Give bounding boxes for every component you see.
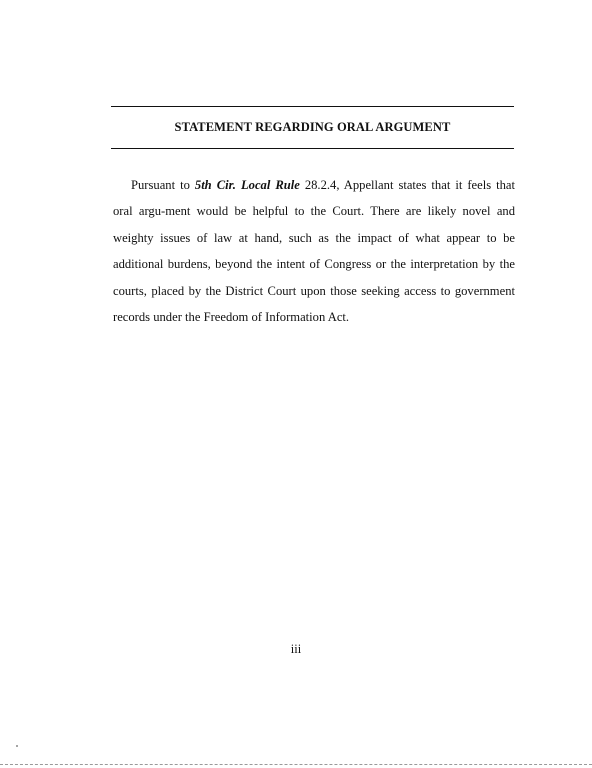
paragraph-body: 28.2.4, Appellant states that it feels that oral argu-ment would be helpful to the Court. There are likely novel and weighty issues of law at hand, such as the impact of what appear to be additional burdens, beyond the intent of Congress or the interpretation by the courts, placed by the District Court upon those seeking access to government records under the Freedom of Information Act. xyxy=(113,178,515,325)
paragraph-lead: Pursuant to xyxy=(131,178,195,192)
body-paragraph xyxy=(113,172,515,330)
heading-top-rule xyxy=(111,106,514,107)
local-rule-citation: 5th Cir. Local Rule xyxy=(194,178,300,192)
scan-bottom-edge xyxy=(0,764,592,765)
scan-speck xyxy=(16,745,18,747)
page-number: iii xyxy=(290,642,302,656)
section-heading: STATEMENT REGARDING ORAL ARGUMENT xyxy=(174,120,451,134)
heading-bottom-rule xyxy=(111,148,514,149)
